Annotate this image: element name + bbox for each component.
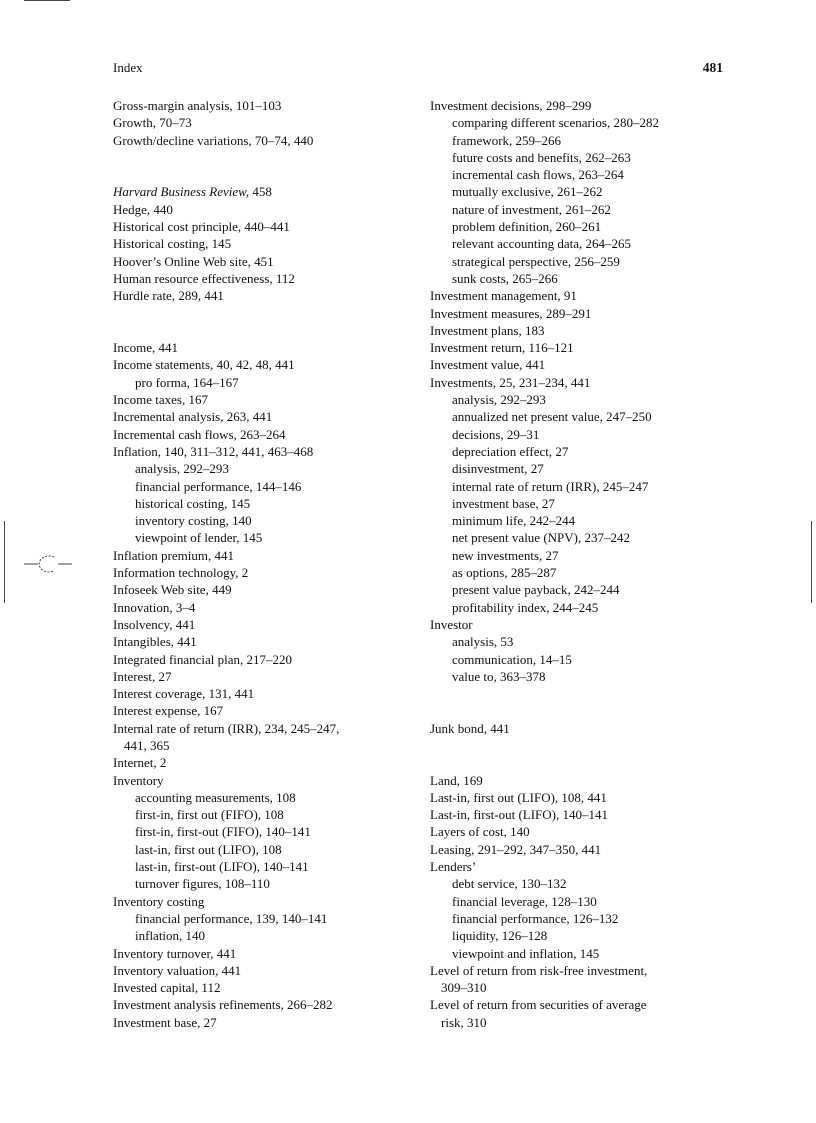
index-entry: risk, 310 xyxy=(441,1014,487,1030)
index-entry: Invested capital, 112 xyxy=(113,980,221,996)
index-subentry: first-in, first-out (FIFO), 140–141 xyxy=(135,824,311,840)
index-entry: Investment base, 27 xyxy=(113,1014,217,1030)
index-entry: Junk bond, 441 xyxy=(430,720,510,736)
index-entry: Investment return, 116–121 xyxy=(430,340,574,356)
index-subentry: debt service, 130–132 xyxy=(452,876,567,892)
index-entry: Inventory turnover, 441 xyxy=(113,945,237,961)
index-entry: Last-in, first out (LIFO), 108, 441 xyxy=(430,789,607,805)
index-entry: Insolvency, 441 xyxy=(113,616,196,632)
index-entry: Incremental analysis, 263, 441 xyxy=(113,409,273,425)
index-entry: Internet, 2 xyxy=(113,755,167,771)
index-subentry: present value payback, 242–244 xyxy=(452,582,620,598)
index-entry: Last-in, first-out (LIFO), 140–141 xyxy=(430,807,609,823)
index-subentry: financial performance, 144–146 xyxy=(135,478,302,494)
index-subentry: inflation, 140 xyxy=(135,928,206,944)
index-entry: 441, 365 xyxy=(124,737,170,753)
index-entry: Income statements, 40, 42, 48, 441 xyxy=(113,357,295,373)
index-subentry: disinvestment, 27 xyxy=(452,461,544,477)
index-entry: Hurdle rate, 289, 441 xyxy=(113,288,224,304)
index-subentry: comparing different scenarios, 280–282 xyxy=(452,115,659,131)
index-entry: Investments, 25, 231–234, 441 xyxy=(430,374,591,390)
index-entry-pages: 458 xyxy=(249,184,272,200)
index-entry: Information technology, 2 xyxy=(113,565,249,581)
index-subentry: inventory costing, 140 xyxy=(135,513,252,529)
index-subentry: annualized net present value, 247–250 xyxy=(452,409,652,425)
index-entry-italic-title: Harvard Business Review, xyxy=(113,184,250,200)
index-entry: Historical cost principle, 440–441 xyxy=(113,219,290,235)
index-entry xyxy=(113,183,413,200)
index-subentry: nature of investment, 261–262 xyxy=(452,201,611,217)
index-subentry: value to, 363–378 xyxy=(452,668,546,684)
index-subentry: analysis, 292–293 xyxy=(452,392,546,408)
index-entry: Interest expense, 167 xyxy=(113,703,224,719)
index-subentry: strategical perspective, 256–259 xyxy=(452,253,620,269)
index-entry: Growth, 70–73 xyxy=(113,115,192,131)
index-entry: Investment decisions, 298–299 xyxy=(430,98,592,113)
index-subentry: problem definition, 260–261 xyxy=(452,219,602,235)
index-subentry: as options, 285–287 xyxy=(452,565,557,581)
index-entry: Growth/decline variations, 70–74, 440 xyxy=(113,132,314,148)
index-subentry: investment base, 27 xyxy=(452,495,555,511)
index-entry: Leasing, 291–292, 347–350, 441 xyxy=(430,841,602,857)
index-subentry: pro forma, 164–167 xyxy=(135,374,239,390)
index-subentry: internal rate of return (IRR), 245–247 xyxy=(452,478,649,494)
index-entry: Infoseek Web site, 449 xyxy=(113,582,232,598)
index-entry: Level of return from risk-free investment, xyxy=(430,962,648,978)
index-entry: Income taxes, 167 xyxy=(113,392,208,408)
index-subentry: incremental cash flows, 263–264 xyxy=(452,167,624,183)
index-entry: Inflation premium, 441 xyxy=(113,547,234,563)
index-entry: Hoover’s Online Web site, 451 xyxy=(113,253,274,269)
registration-line-left xyxy=(4,521,5,603)
index-entry: Historical costing, 145 xyxy=(113,236,232,252)
index-entry: Integrated financial plan, 217–220 xyxy=(113,651,293,667)
index-subentry: profitability index, 244–245 xyxy=(452,599,599,615)
index-subentry: financial performance, 126–132 xyxy=(452,910,619,926)
index-subentry: historical costing, 145 xyxy=(135,495,251,511)
letter-group-gap xyxy=(430,737,730,772)
index-entry: Inventory xyxy=(113,772,164,788)
index-entry: Hedge, 440 xyxy=(113,201,173,217)
page-number: 481 xyxy=(702,60,723,75)
index-entry: Investment plans, 183 xyxy=(430,322,545,338)
index-subentry: minimum life, 242–244 xyxy=(452,513,576,529)
index-entry: Intangibles, 441 xyxy=(113,634,197,650)
index-subentry: net present value (NPV), 237–242 xyxy=(452,530,630,546)
index-subentry: mutually exclusive, 261–262 xyxy=(452,184,603,200)
index-subentry: viewpoint and inflation, 145 xyxy=(452,945,600,961)
index-subentry: last-in, first-out (LIFO), 140–141 xyxy=(135,859,309,875)
index-subentry: turnover figures, 108–110 xyxy=(135,876,270,892)
index-subentry: analysis, 292–293 xyxy=(135,461,229,477)
index-subentry: future costs and benefits, 262–263 xyxy=(452,149,631,165)
index-column-right xyxy=(430,97,730,1031)
index-subentry: liquidity, 126–128 xyxy=(452,928,548,944)
index-subentry: analysis, 53 xyxy=(452,634,514,650)
registration-mark-icon xyxy=(24,551,72,577)
running-header xyxy=(113,60,723,78)
index-entry: Inventory costing xyxy=(113,893,205,909)
index-subentry: financial leverage, 128–130 xyxy=(452,893,597,909)
letter-group-gap xyxy=(430,685,730,720)
index-entry: Inventory valuation, 441 xyxy=(113,962,242,978)
index-entry: 309–310 xyxy=(441,980,487,996)
index-entry: Investment management, 91 xyxy=(430,288,577,304)
index-entry: Investment measures, 289–291 xyxy=(430,305,592,321)
index-entry: Investor xyxy=(430,616,473,632)
index-entry: Human resource effectiveness, 112 xyxy=(113,270,295,286)
index-subentry: decisions, 29–31 xyxy=(452,426,540,442)
index-entry: Land, 169 xyxy=(430,772,483,788)
index-entry: Interest, 27 xyxy=(113,668,172,684)
index-subentry: sunk costs, 265–266 xyxy=(452,270,558,286)
index-subentry: new investments, 27 xyxy=(452,547,559,563)
letter-group-gap xyxy=(113,149,413,184)
section-title: Index xyxy=(113,60,143,75)
index-entry: Lenders’ xyxy=(430,859,477,875)
index-entry: Investment value, 441 xyxy=(430,357,546,373)
index-subentry: depreciation effect, 27 xyxy=(452,443,569,459)
registration-line-right xyxy=(811,521,812,603)
index-entry: Interest coverage, 131, 441 xyxy=(113,686,255,702)
index-entry: Income, 441 xyxy=(113,340,178,356)
index-entry: Inflation, 140, 311–312, 441, 463–468 xyxy=(113,443,314,459)
index-subentry: financial performance, 139, 140–141 xyxy=(135,910,328,926)
crop-mark-top xyxy=(24,0,70,1)
index-subentry: framework, 259–266 xyxy=(452,132,562,148)
index-subentry: relevant accounting data, 264–265 xyxy=(452,236,632,252)
index-column-left xyxy=(113,97,413,1031)
index-subentry: accounting measurements, 108 xyxy=(135,789,296,805)
index-entry: Internal rate of return (IRR), 234, 245–247, xyxy=(113,720,340,736)
index-entry: Incremental cash flows, 263–264 xyxy=(113,426,286,442)
index-subentry: communication, 14–15 xyxy=(452,651,572,667)
index-entry: Innovation, 3–4 xyxy=(113,599,196,615)
index-subentry: first-in, first out (FIFO), 108 xyxy=(135,807,284,823)
letter-group-gap xyxy=(113,305,413,340)
index-entry: Gross-margin analysis, 101–103 xyxy=(113,98,282,113)
index-entry: Investment analysis refinements, 266–282 xyxy=(113,997,333,1013)
index-subentry: last-in, first out (LIFO), 108 xyxy=(135,841,282,857)
index-entry: Layers of cost, 140 xyxy=(430,824,530,840)
index-subentry: viewpoint of lender, 145 xyxy=(135,530,263,546)
index-entry: Level of return from securities of average xyxy=(430,997,647,1013)
